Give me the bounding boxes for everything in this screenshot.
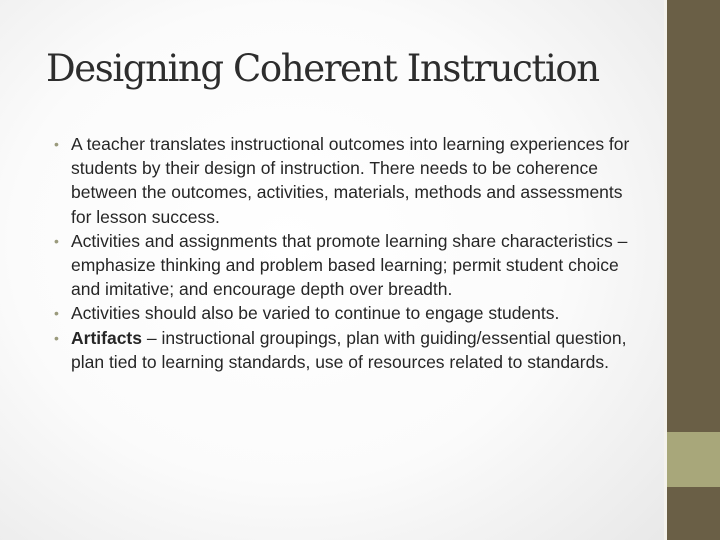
bullet-text bbox=[71, 326, 639, 374]
sidebar-accent-block bbox=[667, 432, 720, 487]
bullet-body-text: A teacher translates instructional outcomes into learning experiences for students by their design of instruction. There needs to be coherence between the outcomes, activities, materials, methods and assessments for lesson success. bbox=[71, 134, 630, 227]
bullet-text bbox=[71, 301, 639, 325]
bullet-icon: • bbox=[54, 305, 59, 322]
bullet-item bbox=[54, 326, 639, 374]
bullet-body-text: Activities should also be varied to continue to engage students. bbox=[71, 303, 560, 324]
bullet-body-text: – instructional groupings, plan with guiding/essential question, plan tied to learning standards, use of resources related to standards. bbox=[71, 327, 627, 372]
bullet-text bbox=[71, 229, 639, 302]
bullet-icon: • bbox=[54, 136, 59, 152]
bullet-body-text: Activities and assignments that promote learning share characteristics – emphasize thinking and problem based learning; permit student choice and imitative; and encourage depth over breadth. bbox=[71, 230, 628, 300]
bullet-item bbox=[54, 301, 639, 325]
bullet-text bbox=[71, 132, 639, 229]
slide-title: Designing Coherent Instruction bbox=[46, 47, 599, 90]
bullet-item bbox=[54, 132, 639, 229]
bullet-item bbox=[54, 229, 639, 302]
bullet-bold-text: Artifacts bbox=[71, 327, 142, 348]
bullet-icon: • bbox=[54, 232, 59, 249]
bullet-list bbox=[54, 132, 639, 374]
bullet-icon: • bbox=[54, 329, 59, 346]
